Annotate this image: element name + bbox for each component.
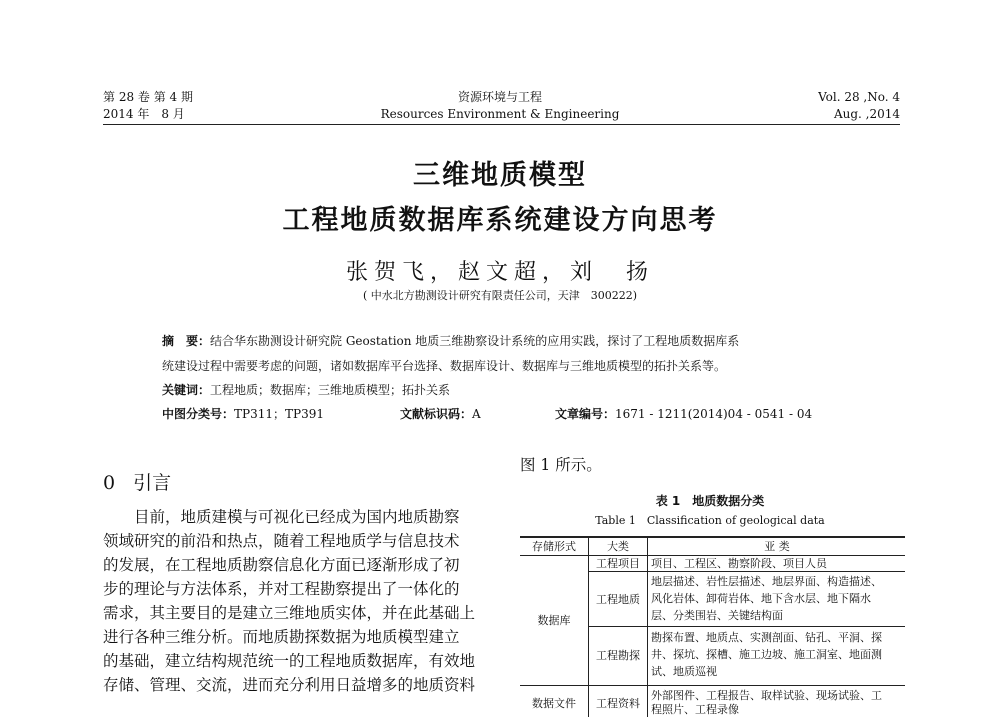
table-subcategory: 项目、工程区、勘察阶段、项目人员 xyxy=(651,557,827,570)
table-category: 工程地质 xyxy=(596,593,640,606)
body-line: 领域研究的前沿和热点，随着工程地质学与信息技术 xyxy=(103,532,460,550)
data-table xyxy=(520,532,905,717)
table-category: 工程资料 xyxy=(596,697,640,710)
table-row-rule xyxy=(588,571,905,572)
header-volume-cn: 第 28 卷 第 4 期 xyxy=(103,90,193,104)
body-line: 存储、管理、交流，进而充分利用日益增多的地质资料 xyxy=(103,676,476,694)
table-category: 工程项目 xyxy=(596,557,640,570)
abstract-label: 摘 要： xyxy=(162,334,211,348)
table-col-rule xyxy=(647,537,648,717)
article-number xyxy=(555,406,812,422)
article-label: 文章编号： xyxy=(555,407,616,421)
keywords-label: 关键词： xyxy=(162,383,211,397)
body-line: 目前，地质建模与可视化已经成为国内地质勘察 xyxy=(134,508,460,526)
table-subcategory: 井、探坑、探槽、施工边坡、施工洞室、地面测 xyxy=(651,648,882,661)
body-paragraph xyxy=(103,505,498,717)
table-storage-datafile: 数据文件 xyxy=(532,697,576,710)
body-line: 需求，其主要目的是建立三维地质实体，并在此基础上 xyxy=(103,604,476,622)
body-line: 的发展，在工程地质勘察信息化方面已逐渐形成了初 xyxy=(103,556,460,574)
affiliation: ( 中水北方勘测设计研究有限责任公司，天津 300222) xyxy=(362,289,638,302)
table-subcategory: 地层描述、岩性层描述、地层界面、构造描述、 xyxy=(651,575,882,588)
authors: 张贺飞，赵文超，刘 扬 xyxy=(345,260,654,285)
header-date-cn: 2014 年 8 月 xyxy=(103,107,185,121)
abstract-text-1: 结合华东勘测设计研究院 Geostation 地质三维勘察设计系统的应用实践，探讨了工程地质数据库系 xyxy=(210,334,740,348)
header-journal-en: Resources Environment & Engineering xyxy=(380,107,620,121)
table-row-rule xyxy=(588,626,905,627)
table-storage-database: 数据库 xyxy=(537,614,571,627)
table-subcategory: 外部图件、工程报告、取样试验、现场试验、工 xyxy=(651,689,882,702)
abstract-line-2: 统建设过程中需要考虑的问题，诸如数据库平台选择、数据库设计、数据库与三维地质模型的拓扑关系等。 xyxy=(162,359,727,373)
table-subcategory: 勘探布置、地质点、实测剖面、钻孔、平洞、探 xyxy=(651,631,882,644)
table-header-subcategory: 亚 类 xyxy=(764,540,790,553)
table-caption-cn: 表 1 地质数据分类 xyxy=(655,494,765,508)
table-subcategory: 层、分类围岩、关键结构面 xyxy=(651,609,783,622)
title-line-1: 三维地质模型 xyxy=(413,160,587,191)
title-line-2: 工程地质数据库系统建设方向思考 xyxy=(282,205,718,236)
clc-value: TP311；TP391 xyxy=(234,407,324,421)
section-heading xyxy=(103,468,171,495)
section-number: 0 xyxy=(103,472,116,494)
table-subcategory: 试、地质巡视 xyxy=(651,665,717,678)
abstract-line-1 xyxy=(162,333,739,349)
document-code xyxy=(400,406,481,422)
table-subcategory: 程照片、工程录像 xyxy=(651,703,739,716)
clc-label: 中图分类号： xyxy=(162,407,235,421)
header-volume-en: Vol. 28 ,No. 4 xyxy=(818,90,900,104)
table-top-rule xyxy=(520,536,905,538)
table-caption-en: Table 1 Classification of geological data xyxy=(595,514,825,527)
header-rule xyxy=(103,124,900,125)
body-line: 步的理论与方法体系，并对工程勘察提出了一体化的 xyxy=(103,580,460,598)
table-group-rule xyxy=(520,685,905,686)
table-header-storage: 存储形式 xyxy=(532,540,576,553)
table-subcategory: 风化岩体、卸荷岩体、地下含水层、地下隔水 xyxy=(651,592,871,605)
doc-value: A xyxy=(472,407,481,421)
section-title: 引言 xyxy=(133,472,172,494)
keywords-line xyxy=(162,382,450,398)
keywords-value: 工程地质；数据库；三维地质模型；拓扑关系 xyxy=(210,383,451,397)
body-line: 的基础，建立结构规范统一的工程地质数据库，有效地 xyxy=(103,652,476,670)
article-value: 1671 - 1211(2014)04 - 0541 - 04 xyxy=(615,407,813,421)
doc-label: 文献标识码： xyxy=(400,407,473,421)
table-category: 工程勘探 xyxy=(596,649,640,662)
figure-reference: 图 1 所示。 xyxy=(520,456,602,474)
table-header-rule xyxy=(520,555,905,556)
table-header-category: 大类 xyxy=(607,540,629,553)
clc-number xyxy=(162,406,324,422)
body-line: 进行各种三维分析。而地质勘探数据为地质模型建立 xyxy=(103,628,460,646)
header-journal-cn: 资源环境与工程 xyxy=(457,90,542,104)
table-col-rule xyxy=(588,537,589,717)
header-date-en: Aug. ,2014 xyxy=(833,107,900,121)
